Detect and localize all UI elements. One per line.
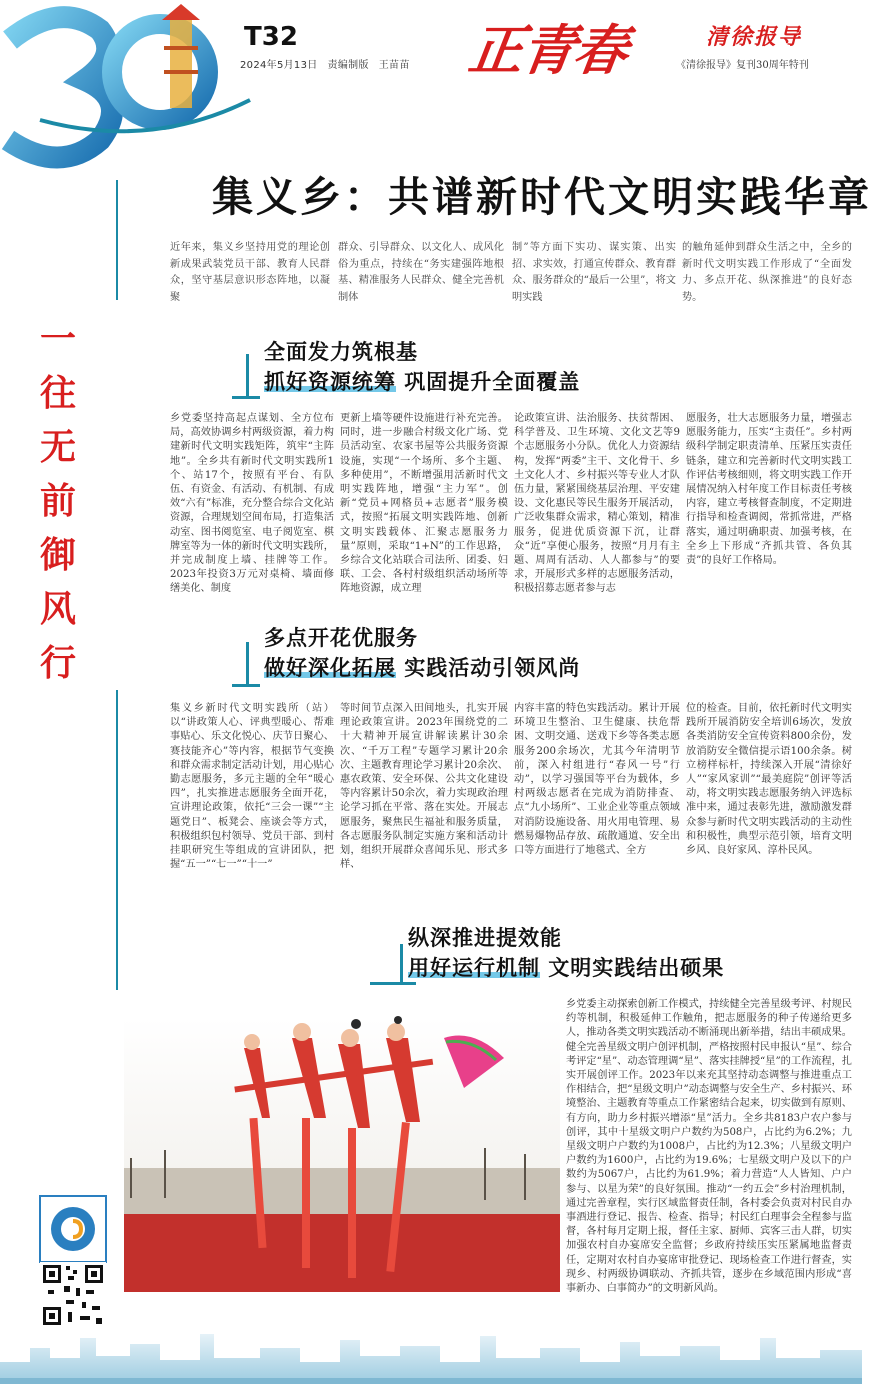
city-skyline-decoration bbox=[0, 1318, 862, 1384]
brand-title: 正青春 bbox=[465, 18, 631, 82]
slogan-char: 一 bbox=[39, 318, 76, 360]
section3-title: 纵深推进提效能 bbox=[408, 925, 562, 950]
edition-note: 《清徐报导》复刊30周年特刊 bbox=[676, 60, 809, 71]
intro-col-1: 近年来，集义乡坚持用党的理论创新成果武装党员干部、教育人民群众，坚守基层意识形态阵地，以凝聚 bbox=[170, 242, 330, 303]
vertical-slogan bbox=[34, 312, 82, 690]
section1-accent-bar bbox=[246, 354, 249, 398]
editor-label: 责编制版 bbox=[327, 60, 369, 71]
page-number: T32 bbox=[244, 22, 298, 52]
section1-subtitle-rest: 巩固提升全面覆盖 bbox=[396, 369, 581, 394]
section3-subtitle-highlight: 用好运行机制 bbox=[408, 955, 540, 980]
section1-title: 全面发力筑根基 bbox=[264, 339, 418, 364]
slogan-char: 往 bbox=[39, 372, 76, 414]
section2-accent-bar bbox=[246, 642, 249, 686]
app-qr-code bbox=[40, 1196, 106, 1262]
paper-name: 清徐报导 bbox=[706, 24, 803, 50]
section3-accent-bar bbox=[400, 944, 403, 984]
intro-col-4: 的触角延伸到群众生活之中，全乡的新时代文明实践工作形成了“全面发力、多点开花、纵深推进”的良好态势。 bbox=[682, 242, 852, 303]
section2-col-2: 等时间节点深入田间地头，扎实开展理论政策宣讲。2023年围绕党的二十大精神开展宣讲解读累计30余次、“千万工程”专题学习累计20余次、主题教育理论学习累计20余次、惠农政策、安全环保、公共文化建设等内容累计50余次，着力实现政治理论学习抓在平常、落在实处。开展志愿服务，聚焦民生福祉和服务质量，各志愿服务队制定实施方案和活动计划，组织开展群众喜闻乐见、形式多样、 bbox=[340, 703, 508, 871]
stilt-walkers-photo bbox=[124, 1018, 560, 1292]
section2-title: 多点开花优服务 bbox=[264, 625, 418, 650]
section1-col-4: 愿服务，壮大志愿服务力量，增强志愿服务能力，压实“主责任”。乡村两级科学制定职责清单、压紧压实责任链条，建立和完善新时代文明实践工作评估考核细则，将文明实践工作开展情况纳入村年度工作目标责任考核内容，建立考核督查制度，不定期进行指导和检查调阅，常抓常进，严格落实，通过明确职责、加强考核，在全乡上下形成“齐抓共管、各负其责”的良好工作格局。 bbox=[686, 413, 852, 567]
section2-col-1: 集义乡新时代文明实践所（站）以“讲政策人心、评典型暖心、帮难事贴心、乐文化悦心、庆节日聚心、赛技能齐心”等内容，根据节气变换和群众需求制定活动计划，用心贴心勤志愿服务，多元主题的全年“暖心四”，扎实推进志愿服务全面开花，宣讲理论政策，依托“三会一课”“主题党日”、板凳会、座谈会等方式，积极组织包村领导、党员干部、到村挂职研究生等组成的宣讲团队，把握“五一”“七一”“十一” bbox=[170, 703, 334, 871]
section3-subtitle bbox=[408, 952, 724, 982]
section3-accent-rule bbox=[370, 982, 416, 985]
vertical-rule-left-lower bbox=[116, 690, 118, 990]
vertical-rule-left bbox=[116, 180, 118, 300]
slogan-char: 御 bbox=[39, 534, 76, 576]
issue-date: 2024年5月13日 bbox=[240, 60, 318, 71]
section1-accent-rule bbox=[232, 396, 260, 399]
section2-subtitle-rest: 实践活动引领风尚 bbox=[396, 655, 581, 680]
section1-col-3: 论政策宣讲、法治服务、扶贫帮困、科学普及、卫生环境、文化文艺等9个志愿服务小分队。优化人力资源结构，发挥“两委”主干、文化骨干、乡土文化人才、乡村振兴等专业人才队伍力量，紧紧围绕基层治理、平安建设、文化惠民等民生服务开展活动，广泛收集群众需求，精心策划，精准服务，促进优质资源下沉，让群众“近”享便心服务，按照“月月有主题、周周有活动、人人都参与”的要求，开展形式多样的志愿服务活动，积极招募志愿者参与志 bbox=[514, 413, 680, 595]
anniversary-30-logo bbox=[0, 0, 250, 160]
section2-col-4: 位的检查。目前，依托新时代文明实践所开展消防安全培训6场次，发放各类消防安全宣传资料800余份，发放消防安全微信提示语100余条。树立榜样标杆，持续深入开展“清徐好人”“家风家训”“最美庭院”创评等活动，将文明实践志愿服务纳入评选标准中来，通过表彰先进，激励激发群众参与新时代文明实践活动的主动性和积极性，典型示范引领，培育文明乡风、良好家风、淳朴民风。 bbox=[686, 703, 852, 857]
section1-subtitle bbox=[264, 366, 580, 396]
intro-col-3: 制”等方面下实功、谋实策、出实招、求实效，打通宣传群众、教育群众、服务群众的“最后一公里”，将文明实践 bbox=[512, 242, 676, 303]
section2-subtitle bbox=[264, 652, 580, 682]
date-line bbox=[240, 56, 420, 71]
section3-subtitle-rest: 文明实践结出硕果 bbox=[540, 955, 725, 980]
slogan-char: 风 bbox=[39, 588, 76, 630]
section2-col-3: 内容丰富的特色实践活动。累计开展环境卫生整治、卫生健康、扶危帮困、文明交通、送戏下乡等各类志愿服务200余场次，尤其今年清明节前，深入村组进行“春风一号”行动”，以学习强国等平台为载体，乡村两级志愿者在完成为消防排查、点“九小场所”、工业企业等重点领域对消防设施设备、用火用电管理、易燃易爆物品存放、疏散通道、安全出口等方面进行了地毯式、全方 bbox=[514, 703, 680, 857]
section1-col-1: 乡党委坚持高起点谋划、全方位布局，高效协调乡村两级资源，着力构建新时代文明实践矩阵，筑牢“主阵地”。全乡共有新时代文明实践所1个、站17个，按照有平台、有队伍、有资金、有活动、有机制、有成效“六有”标准，充分整合综合文化站资源，合理规划空间布局，打造集活动室、图书阅览室、电子阅览室、棋牌室等为一体的新时代文明实践所，并完成制度上墙、挂牌等工作。2023年投资3万元对桌椅、墙面修缮美化、制度 bbox=[170, 413, 334, 595]
section2-subtitle-highlight: 做好深化拓展 bbox=[264, 655, 396, 680]
slogan-char: 无 bbox=[39, 426, 76, 468]
main-headline: 集义乡：共谱新时代文明实践华章 bbox=[212, 173, 872, 221]
slogan-char: 前 bbox=[39, 480, 76, 522]
section1-subtitle-highlight: 抓好资源统筹 bbox=[264, 369, 396, 394]
section1-col-2: 更新上墙等硬件设施进行补充完善。同时，进一步融合村级文化广场、党员活动室、农家书屋等公共服务资源设施，实现“一个场所、多个主题、多种使用”，不断增强用活新时代文明实践阵地，增强“主力军”。创新“党员+网格员+志愿者”服务模式，按照“拓展文明实践阵地、创新文明实践载体、汇聚志愿服务力量”原则，采取“1+N”的工作思路，乡综合文化站联合司法所、团委、妇联、工会、各村村级组织活动场所等阵地资源，成立理 bbox=[340, 413, 508, 595]
section2-accent-rule bbox=[232, 684, 260, 687]
section3-body: 乡党委主动探索创新工作模式，持续健全完善星级考评、村规民约等机制，积极延伸工作触角，把志愿服务的种子传递给更多人，推动各类文明实践活动不断涌现出新举措，结出丰硕成果。健全完善星级文明户创评机制，严格按照村民申报认“星”、综合考评定“星”、动态管理调“星”、落实挂牌授“星”的工作流程，扎实开展创评工作。2023年以来充其坚持动态调整与推进重点工作相结合，把“星级文明户”动态调整与安全生产、乡村振兴、环境整治、主题教育等重点工作紧密结合起来，切实做到有原则、有方向，助力乡村振兴增添“星”活力。全乡共8183户农户参与创评，其中十星级文明户户数约为508户，占比约为6.2%；九星级文明户户数约为1008户，占比约为12.3%；八星级文明户户数约为1600户，占比约为19.6%；七星级文明户及以下的户数约为5067户，占比约为61.9%；着力营造“人人皆知、户户参与、以星为荣”的良好氛围。推动“一约五会”乡村治理机制，通过完善章程，实行区域监督责任制，各村委会负责对村民自办事酒进行登记、报告、检查、指导；村民红白理事会全程参与监督，各村每月定期上报，督任主家、厨师、宾客三击人群，切实加强农村自办宴席安全监督；乡政府持续压实压紧属地监督责任，定期对农村自办宴席审批登记、现场检查工作进行督查，实现乡、村两级协调联动、齐抓共管，逐步在乡域范围内形成“喜事新办、白事简办”的文明新风尚。 bbox=[566, 999, 852, 1295]
editor-name: 王苗苗 bbox=[378, 60, 410, 71]
intro-col-2: 群众、引导群众、以文化人、成风化俗为重点，持续在“务实建强阵地根基、精准服务人民群众、健全完善机制体 bbox=[338, 242, 504, 303]
slogan-char: 行 bbox=[39, 642, 76, 684]
